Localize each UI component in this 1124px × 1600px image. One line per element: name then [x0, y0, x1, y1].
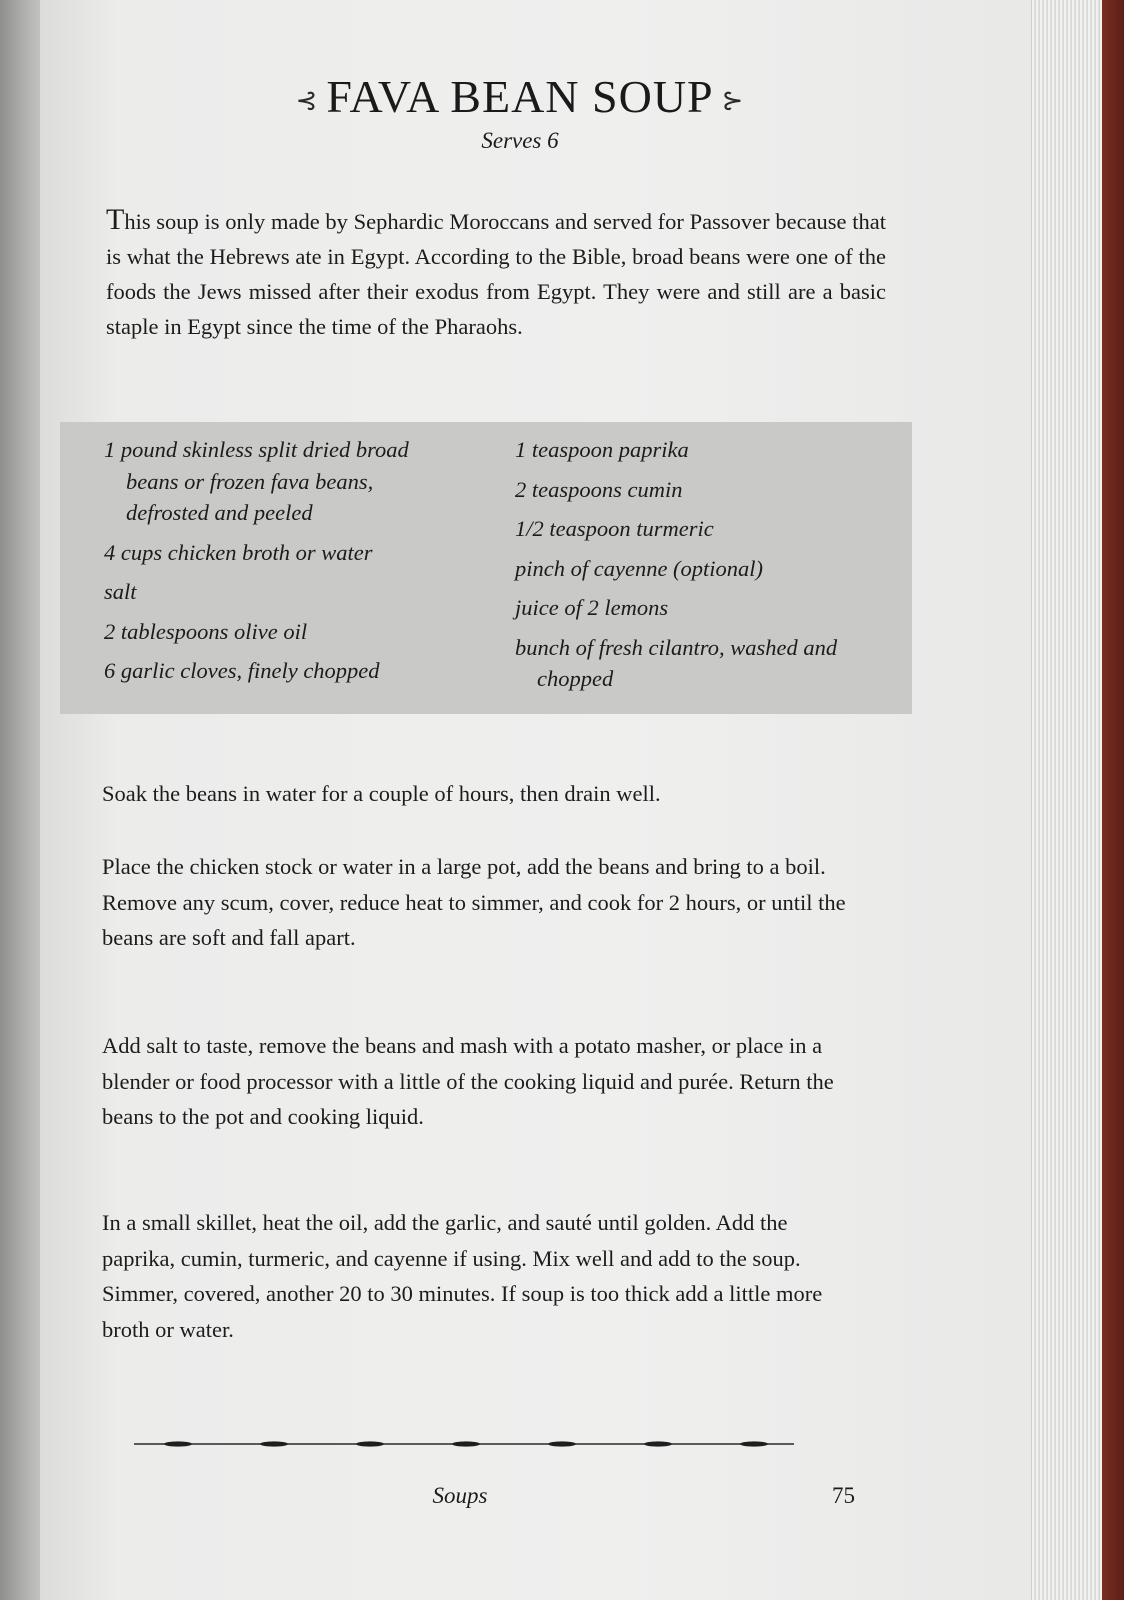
step-paragraph: In a small skillet, heat the oil, add the garlic, and sauté until golden. Add the paprika, cumin, turmeric, and cayenne if using. Mix well and add to the soup. Simmer, covered, another 20 to 30 minutes. If soup is too thick add a little more broth or water. [102, 1210, 823, 1342]
ingredient-item: 1 pound skinless split dried broad beans or frozen fava beans, defrosted and peeled [104, 437, 409, 525]
ingredients-box [60, 422, 912, 714]
ingredient-item: 2 teaspoons cumin [515, 476, 683, 502]
ingredient-item: 4 cups chicken broth or water [104, 539, 373, 565]
serves-label: Serves 6 [481, 128, 559, 153]
left-ornament-icon: ⊰ [295, 86, 319, 116]
ingredients-left-column [104, 434, 444, 695]
ingredient-item: salt [104, 579, 137, 604]
ingredient-item: 1 teaspoon paprika [515, 437, 689, 462]
title-text: FAVA BEAN SOUP [326, 71, 714, 122]
ingredients-right-column [515, 434, 895, 703]
ingredient-item: juice of 2 lemons [515, 595, 669, 620]
intro-paragraph: This soup is only made by Sephardic Moroccans and served for Passover because that is what the Hebrews ate in Egypt. According to the Bible, broad beans were one of the foods the Jews missed after their exodus from Egypt. They were and still are a basic staple in Egypt since the time of the Pharaohs. [106, 203, 886, 339]
right-ornament-icon: ⊱ [721, 86, 745, 116]
book-page [40, 0, 1012, 1600]
recipe-title [200, 70, 840, 123]
ingredient-item: 1/2 teaspoon turmeric [515, 516, 714, 541]
section-label: Soups [432, 1483, 488, 1508]
ingredient-item: pinch of cayenne (optional) [515, 555, 764, 581]
page-number: 75 [832, 1483, 855, 1508]
book-cover-edge [1102, 0, 1124, 1600]
step-paragraph: Place the chicken stock or water in a large pot, add the beans and bring to a boil. Remove any scum, cover, reduce heat to simmer, and cook for 2 hours, or until the beans are soft and fall apart. [102, 854, 846, 950]
step-paragraph: Soak the beans in water for a couple of hours, then drain well. [102, 781, 661, 806]
ingredient-item: 2 tablespoons olive oil [104, 618, 308, 644]
step-paragraph: Add salt to taste, remove the beans and mash with a potato masher, or place in a blender or food processor with a little of the cooking liquid and purée. Return the beans to the pot and cooking liquid. [102, 1033, 834, 1129]
ingredient-item: 6 garlic cloves, finely chopped [104, 658, 380, 683]
decorative-rule [134, 1440, 794, 1448]
ingredient-item: bunch of fresh cilantro, washed and chopped [515, 634, 838, 691]
page-stack-edges [1031, 0, 1102, 1600]
